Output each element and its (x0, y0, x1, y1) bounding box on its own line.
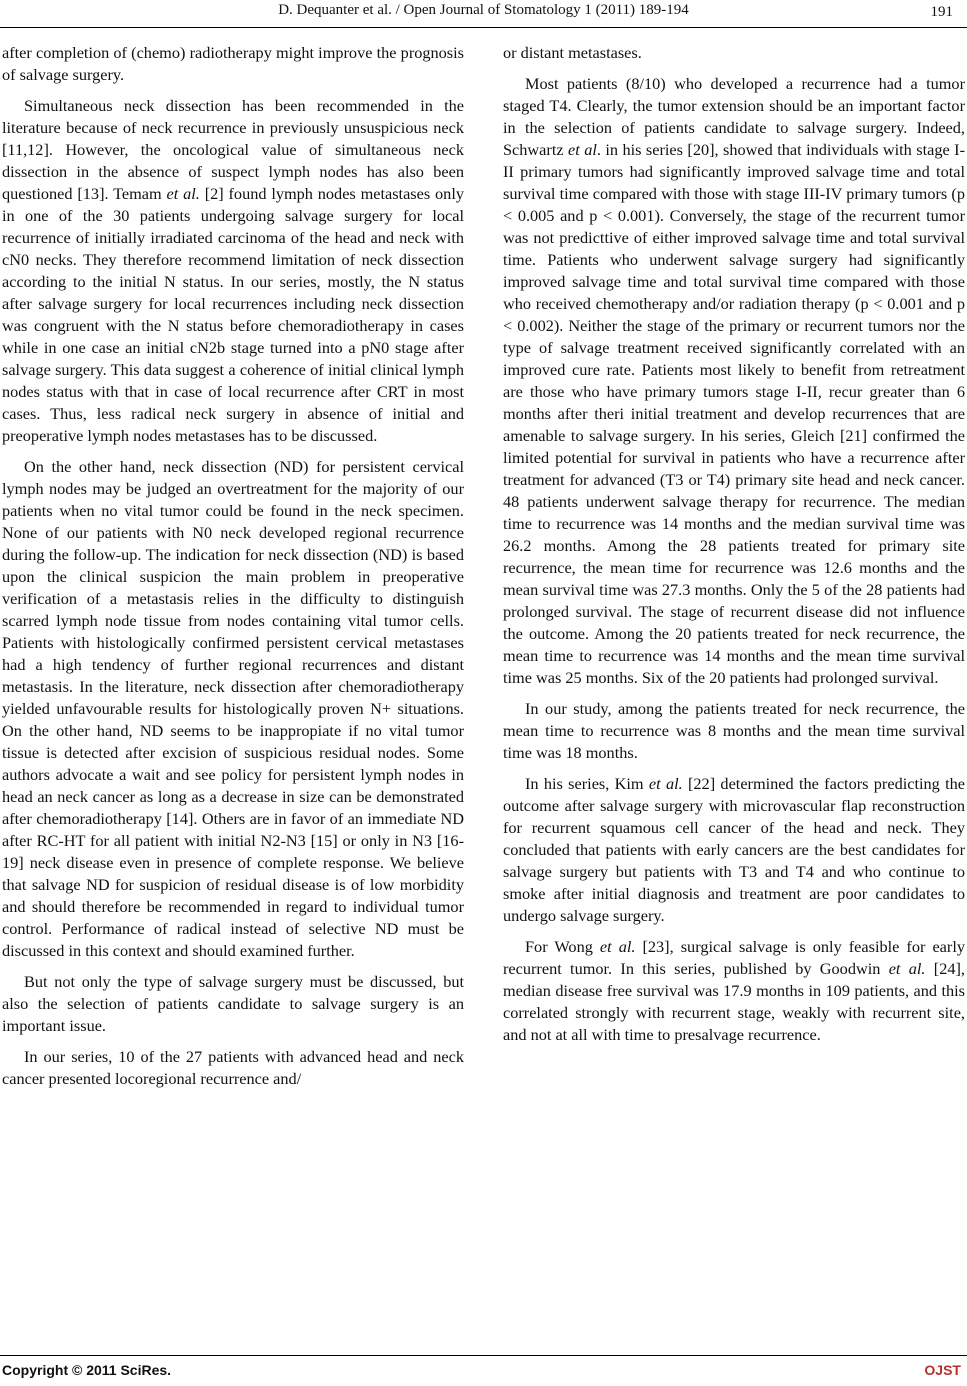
paragraph-text: In his series, Kim (525, 774, 649, 793)
paragraph-text: or distant metastases. (503, 43, 642, 62)
body-paragraph (2, 971, 464, 1037)
right-column (503, 42, 965, 1055)
paragraph-text: But not only the type of salvage surgery must be discussed, but also the selection of patients candidate to salvage surgery is an important issue. (2, 972, 464, 1035)
paragraph-text: On the other hand, neck dissection (ND) for persistent cervical lymph nodes may be judged an overtreatment for the majority of our patients when no vital tumor could be found in the neck specimen. None of our patients with N0 neck developed regional recurrence during the follow-up. The indication for neck dissection (ND) is based upon the clinical suspicion the main problem in preoperative verification of a metastasis relies in the difficulty to distinguish scarred lymph node tissue from nodes containing vital tumor cells. Patients with histologically confirmed persistent cervical metastases had a high tendency of further regional recurrences and distant metastasis. In the literature, neck dissection after chemoradiotherapy yielded unfavourable results for histologically proven N+ situations. On the other hand, ND seems to be inappropiate if no vital tumor tissue is detected after excision of suspicious residual nodes. Some authors advocate a wait and see policy for persistent lymph nodes in head an neck cancer as long as a decrease in size can be demonstrated after chemoradiotherapy [14]. Others are in favor of an immediate ND after RC-HT for all patient with initial N2-N3 [15] or only in N3 [16-19] neck disease even in presence of complete response. We believe that salvage ND for suspicion of residual disease is of low morbidity and should therefore be recommended in regard to individual tumor control. Performance of radical instead of selective ND must be discussed in this context and should examined further. (2, 457, 464, 960)
page-footer (0, 1362, 967, 1382)
paragraph-text: [22] determined the factors predicting the outcome after salvage surgery with microvascular flap reconstruction for recurrent squamous cell cancer of the head and neck. They concluded that patients with early cancers are the best candidates for salvage surgery but patients with T3 and T4 and who continue to smoke after initial diagnosis and treatment are poor candidates to undergo salvage surgery. (503, 774, 965, 925)
body-paragraph (503, 73, 965, 689)
italic-text: et al. (648, 774, 683, 793)
paragraph-text: [2] found lymph nodes metastases only in one of the 30 patients undergoing salvage surgery for local recurrence of initially irradiated carcinoma of the head and neck with cN0 necks. They therefore recommend limitation of neck dissection according to the initial N status. In our series, mostly, the N status after salvage surgery for local recurrences including neck dissection was congruent with the N status before chemoradiotherapy in cases while in one case an initial cN2b stage turned into a pN0 stage after salvage surgery. This data suggest a coherence of initial clinical lymph nodes status with that in case of local recurrence after CRT in most cases. Thus, less radical neck surgery in absence of initial and preoperative lymph nodes metastases has to be discussed. (2, 184, 464, 445)
page-number: 191 (930, 4, 953, 20)
paragraph-text: . in his series [20], showed that individuals with stage I-II primary tumors had significantly improved salvage time and total survival time compared with those with stage III-IV primary tumors (p < 0.005 and p < 0.001). Conversely, the stage of the recurrent tumor was not predicttive of either improved salvage time and total survival time. Patients who underwent salvage surgery had significantly improved salvage time and total survival time compared with those who received chemotherapy and/or radiation therapy (p < 0.001 and p < 0.002). Neither the stage of the primary or recurrent tumors nor the type of salvage treatment received significantly correlated with an improved cure rate. Patients most likely to benefit from retreatment are those who have primary tumors stage I-II, recur greater than 6 months after theri initial treatment and develop recurrences that are amenable to salvage surgery. In his series, Gleich [21] confirmed the limited potential for survival in patients who have a recurrence after treatment for advanced (T3 or T4) primary site head and neck cancer. 48 patients underwent salvage therapy for recurrence. The median time to recurrence was 14 months and the median survival time was 26.2 months. Among the 28 patients treated for primary site recurrence, the mean time for recurrence was 12.6 months and the mean survival time was 27.3 months. Only the 5 of the 28 patients had prolonged survival. The stage of recurrent disease did not influence the outcome. Among the 20 patients treated for neck recurrence, the mean time to recurrence was 14 months and the mean time survival time was 25 months. Six of the 20 patients had prolonged survival. (503, 140, 965, 687)
body-paragraph (2, 95, 464, 447)
body-paragraph (503, 773, 965, 927)
body-paragraph (503, 698, 965, 764)
page-header (0, 2, 967, 28)
running-head: D. Dequanter et al. / Open Journal of Stomatology 1 (2011) 189-194 (278, 2, 689, 18)
body-paragraph (2, 42, 464, 86)
body-paragraph (503, 936, 965, 1046)
paragraph-text: after completion of (chemo) radiotherapy might improve the prognosis of salvage surgery. (2, 43, 464, 84)
paragraph-text: [24], median disease free survival was 17.9 months in 109 patients, and this correlated strongly with recurrent stage, weakly with recurrent site, and not at all with time to presalvage recurrence. (503, 959, 966, 1044)
journal-abbreviation: OJST (924, 1362, 961, 1378)
paragraph-text: For Wong (525, 937, 600, 956)
paragraph-text: Most patients (8/10) who developed a recurrence had a tumor staged T4. Clearly, the tumor extension should be an important factor in the selection of patients candidate to salvage surgery. Indeed, Schwartz (503, 74, 965, 159)
italic-text: et al. (166, 184, 200, 203)
paragraph-text: In our series, 10 of the 27 patients with advanced head and neck cancer presented locoregional recurrence and/ (2, 1047, 464, 1088)
copyright-notice: Copyright © 2011 SciRes. (2, 1362, 172, 1378)
paragraph-text: [23], surgical salvage is only feasible for early recurrent tumor. In this series, published by Goodwin (503, 937, 965, 978)
header-rule (0, 27, 967, 28)
body-paragraph (503, 42, 965, 64)
body-paragraph (2, 1046, 464, 1090)
body-paragraph (2, 456, 464, 962)
paragraph-text: In our study, among the patients treated for neck recurrence, the mean time to recurrence was 8 months and the mean time survival time was 18 months. (503, 699, 965, 762)
footer-rule (0, 1355, 967, 1356)
paragraph-text: Simultaneous neck dissection has been recommended in the literature because of neck recurrence in previously unsuspicious neck [11,12]. However, the oncological value of simultaneous neck dissection in the absence of suspect lymph nodes has also been questioned [13]. Temam (2, 96, 464, 203)
italic-text: et al. (599, 937, 636, 956)
left-column (2, 42, 464, 1099)
italic-text: et al. (888, 959, 926, 978)
italic-text: et al (568, 140, 597, 159)
